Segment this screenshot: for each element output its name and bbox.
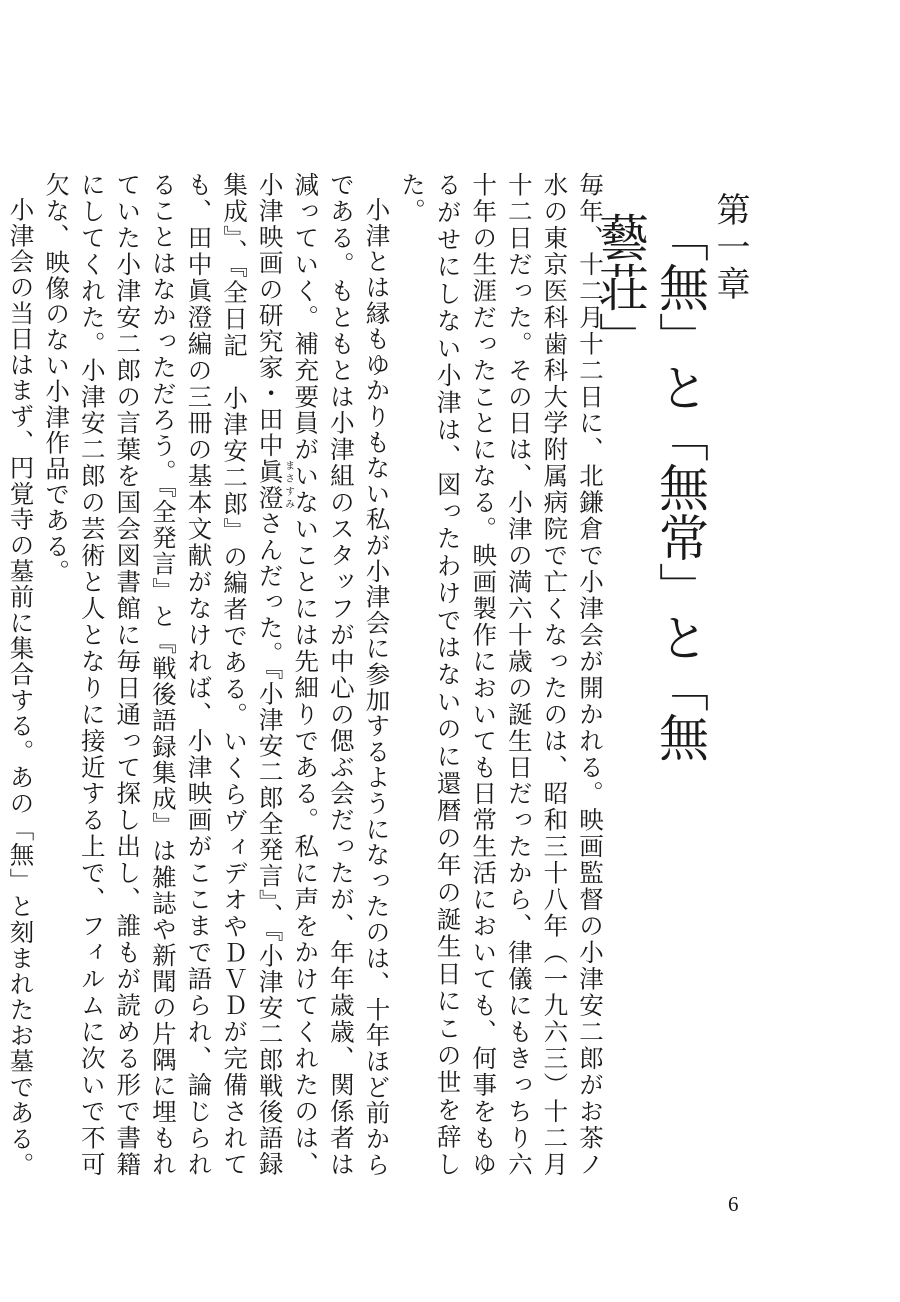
paragraph-2-text: 小津とは縁もゆかりもない私が小津会に参加するようになったのは、十年ほど前からである。もともとは小津組のスタッフが中心の偲ぶ会だったが、年年歳歳、関係者は減っていく。補充要員がいないことには先細りである。私に声をかけてくれたのは、小津映画の研究家・田中 <box>255 172 392 1177</box>
chapter-heading <box>591 192 750 792</box>
chapter-number: 第一章 <box>710 192 750 303</box>
ruby-name <box>255 458 294 511</box>
page-number: 6 <box>728 1192 739 1216</box>
chapter-title <box>590 212 710 792</box>
paragraph-2-rest: さんだった。『小津安二郎全発言』、『小津安二郎戦後語録集成』、『全日記 小津安二郎』の編者である。いくらヴィデオやＤＶＤが完備されても、田中眞澄編の三冊の基本文献がなければ、小津映画がここまで語られ、論じられることはなかっただろう。『全発言』と『戦後語録集成』は雑誌や新聞の片隅に埋もれていた小津安二郎の言葉を国会図書館に毎日通って探し出し、誰もが読める形で書籍にしてくれた。小津安二郎の芸術と人となりに接近する上で、フィルムに次いで不可欠な、映像のない小津作品である。 <box>42 172 285 1177</box>
ruby-reading: まさすみ <box>282 458 294 511</box>
ruby-base: 眞澄 <box>255 458 285 511</box>
paragraph-1: 毎年、十二月十二日に、北鎌倉で小津会が開かれる。映画監督の小津安二郎がお茶ノ水の東京医科歯科大学附属病院で亡くなったのは、昭和三十八年（一九六三）十二月十二日だった。その日は、小津の満六十歳の誕生日だったから、律儀にもきっちり六十年の生涯だったことになる。映画製作においても日常生活においても、何事をもゆるがせにしない小津は、図ったわけではないのに還暦の年の誕生日にこの世を辞した。 <box>398 172 605 1177</box>
paragraph-3: 小津会の当日はまず、円覚寺の墓前に集合する。あの「無」と刻まれたお墓である。 <box>6 196 36 1177</box>
body-text <box>6 172 608 1177</box>
paragraph-2 <box>39 172 395 1177</box>
chapter-title-text: 「無」と「無常」と「無藝荘」 <box>591 212 709 762</box>
